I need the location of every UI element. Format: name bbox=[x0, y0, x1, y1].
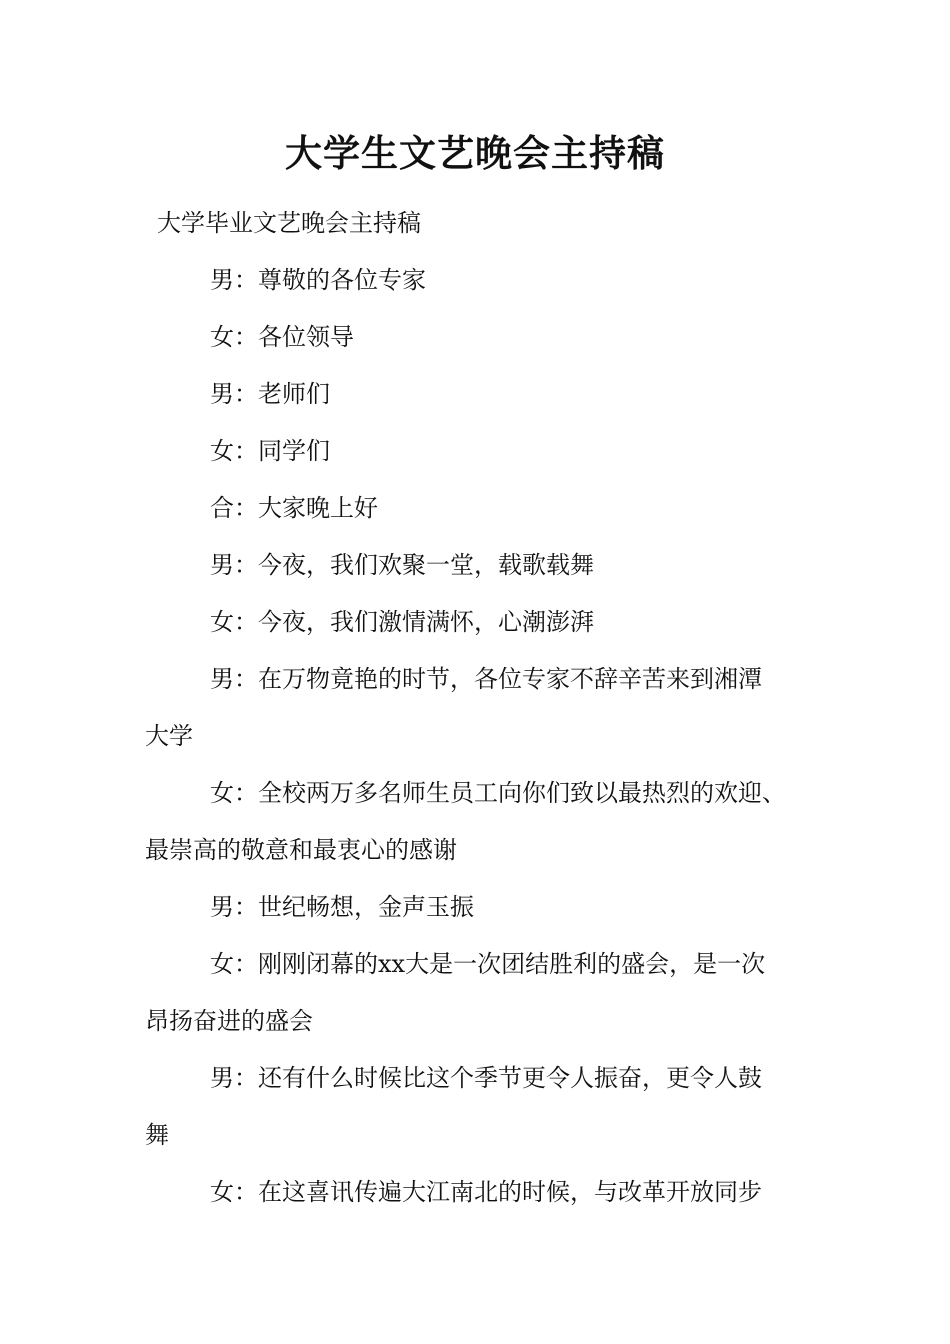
text-line: 女：刚刚闭幕的xx大是一次团结胜利的盛会，是一次 bbox=[210, 950, 766, 978]
text-line: 女：全校两万多名师生员工向你们致以最热烈的欢迎、 bbox=[210, 779, 786, 807]
page-title: 大学生文艺晚会主持稿 bbox=[285, 131, 665, 175]
text-line: 男：还有什么时候比这个季节更令人振奋，更令人鼓 bbox=[210, 1064, 762, 1092]
text-line: 合：大家晚上好 bbox=[210, 494, 378, 522]
text-line: 女：各位领导 bbox=[210, 323, 354, 351]
document-subtitle: 大学毕业文艺晚会主持稿 bbox=[157, 209, 421, 237]
text-line: 舞 bbox=[145, 1121, 169, 1149]
text-line: 女：在这喜讯传遍大江南北的时候，与改革开放同步 bbox=[210, 1178, 762, 1206]
text-line: 大学 bbox=[145, 722, 193, 750]
text-line: 男：今夜，我们欢聚一堂，载歌载舞 bbox=[210, 551, 594, 579]
text-line: 女：同学们 bbox=[210, 437, 330, 465]
text-line: 男：世纪畅想，金声玉振 bbox=[210, 893, 474, 921]
document-body bbox=[145, 263, 820, 1232]
text-line: 昂扬奋进的盛会 bbox=[145, 1007, 313, 1035]
text-line: 男：尊敬的各位专家 bbox=[210, 266, 426, 294]
text-line: 男：老师们 bbox=[210, 380, 330, 408]
text-line: 最崇高的敬意和最衷心的感谢 bbox=[145, 836, 457, 864]
text-line: 女：今夜，我们激情满怀，心潮澎湃 bbox=[210, 608, 594, 636]
text-line: 男：在万物竟艳的时节，各位专家不辞辛苦来到湘潭 bbox=[210, 665, 762, 693]
